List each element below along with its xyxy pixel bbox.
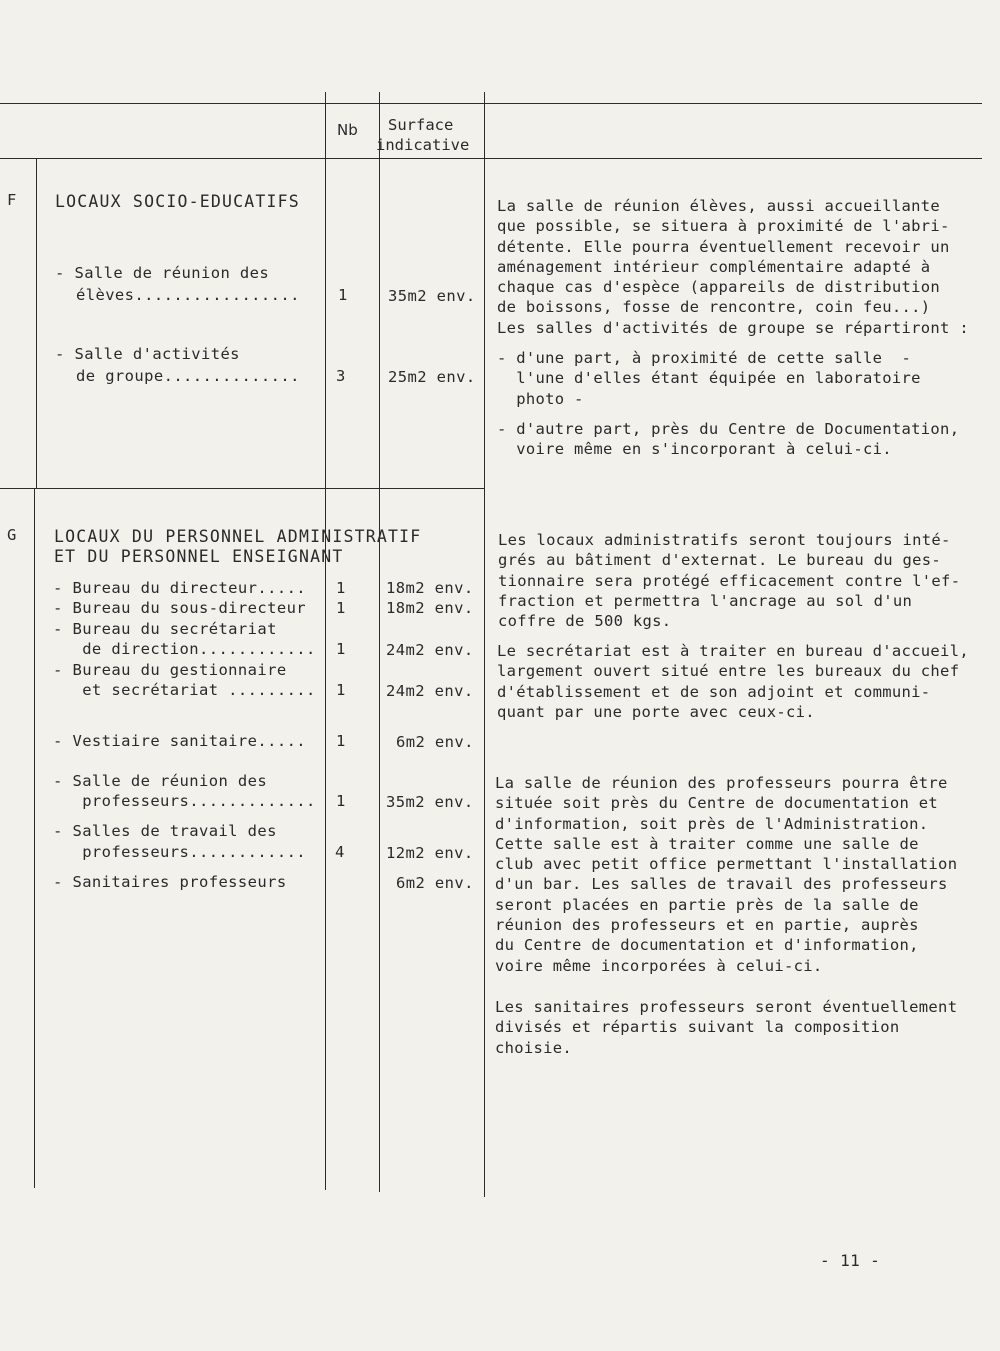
section-g-letter: G (7, 526, 17, 544)
page-number: - 11 - (820, 1251, 881, 1270)
section-g-item-nb: 1 (336, 792, 346, 810)
section-g-item-label: - Bureau du gestionnaire (53, 661, 287, 679)
section-g-item-label: et secrétariat ......... (53, 681, 316, 699)
header-surface-line1: Surface (388, 116, 454, 134)
section-g-title-line1: LOCAUX DU PERSONNEL ADMINISTRATIF (54, 527, 422, 546)
bullet-line: voire même en s'incorporant à celui-ci. (497, 440, 892, 459)
section-f-item2-surface: 25m2 env. (388, 368, 476, 386)
section-g-item-surface: 24m2 env. (386, 641, 474, 659)
section-g-item-nb: 1 (336, 732, 346, 750)
section-g-note-line: fraction et permettra l'ancrage au sol d'un (498, 591, 913, 610)
section-g-item-nb: 1 (336, 681, 346, 699)
section-g-item-label: - Bureau du sous-directeur (53, 599, 307, 617)
section-f-notes (497, 196, 969, 338)
section-f-note-line: Les salles d'activités de groupe se répartiront : (497, 318, 969, 337)
section-g-item-label: - Sanitaires professeurs (53, 873, 287, 891)
section-g-note-line: quant par une porte avec ceux-ci. (497, 702, 815, 721)
section-g-note-line: coffre de 500 kgs. (498, 612, 672, 631)
section-g-notes-3 (495, 773, 957, 976)
section-g-note-line: choisie. (495, 1038, 573, 1057)
column-divider-left (36, 158, 37, 488)
section-g-note-line: Les locaux administratifs seront toujours inté- (498, 531, 951, 549)
column-divider-left-lower (34, 488, 35, 1188)
section-g-item-label: professeurs............ (53, 843, 307, 861)
section-f-bullet-1 (497, 348, 921, 409)
section-g-note-line: divisés et répartis suivant la composition (495, 1018, 900, 1037)
bullet-line: photo - (497, 389, 584, 408)
section-f-item1-nb: 1 (338, 286, 348, 304)
section-g-title-line2: ET DU PERSONNEL ENSEIGNANT (54, 547, 344, 566)
section-g-item-label: - Bureau du directeur..... (53, 579, 307, 597)
section-g-note-line: tionnaire sera protégé efficacement contre l'ef- (498, 571, 961, 590)
section-g-note-line: Cette salle est à traiter comme une salle de (495, 834, 919, 853)
section-f-item2-line2: de groupe.............. (76, 367, 300, 385)
section-f-item1-line1: - Salle de réunion des (55, 264, 270, 282)
section-g-note-line: du Centre de documentation et d'information, (495, 936, 919, 955)
section-g-item-nb: 1 (336, 599, 346, 617)
section-g-item-surface: 18m2 env. (386, 599, 474, 617)
section-f-note-line: La salle de réunion élèves, aussi accueillante (497, 197, 941, 215)
section-f-note-line: de boissons, fosse de rencontre, coin feu...) (497, 298, 931, 317)
table-top-rule (0, 103, 982, 104)
section-f-note-line: aménagement intérieur complémentaire adapté à (497, 257, 931, 276)
section-g-item-surface: 18m2 env. (386, 579, 474, 597)
section-g-notes-2 (497, 641, 969, 722)
section-g-note-line: largement ouvert situé entre les bureaux du chef (497, 662, 960, 681)
section-g-item-surface: 6m2 env. (396, 733, 474, 751)
column-divider-nb (325, 92, 326, 1190)
section-g-note-line: réunion des professeurs et en partie, auprès (495, 916, 919, 935)
bullet-line: l'une d'elles étant équipée en laboratoire (497, 369, 921, 388)
section-g-item-label: - Salles de travail des (53, 822, 277, 840)
section-g-note-line: d'établissement et de son adjoint et communi- (497, 682, 931, 701)
bullet-line: - d'autre part, près du Centre de Documentation, (497, 420, 960, 438)
bullet-line: - d'une part, à proximité de cette salle - (497, 349, 912, 367)
section-f-bullet-2 (497, 419, 959, 460)
section-f-item1-surface: 35m2 env. (388, 287, 476, 305)
section-g-note-line: seront placées en partie près de la salle de (495, 895, 919, 914)
section-g-item-label: de direction............ (53, 640, 316, 658)
section-g-item-nb: 1 (336, 579, 346, 597)
section-g-item-nb: 4 (335, 843, 345, 861)
section-g-note-line: grés au bâtiment d'externat. Le bureau du ges- (498, 551, 942, 570)
section-g-note-line: située soit près du Centre de documentation et (495, 794, 939, 813)
header-surface-line2: indicative (376, 136, 470, 154)
section-g-item-surface: 35m2 env. (386, 793, 474, 811)
section-g-note-line: d'information, soit près de l'Administration. (495, 814, 929, 833)
section-g-note-line: club avec petit office permettant l'installation (495, 855, 958, 874)
section-f-title: LOCAUX SOCIO-EDUCATIFS (55, 192, 300, 211)
column-divider-surface (379, 92, 380, 1192)
section-g-note-line: Le secrétariat est à traiter en bureau d'accueil, (497, 642, 969, 660)
section-g-item-label: - Salle de réunion des (53, 772, 268, 790)
section-f-item1-line2: élèves................. (76, 286, 300, 304)
section-g-item-surface: 24m2 env. (386, 682, 474, 700)
section-g-item-label: professeurs............. (53, 792, 316, 810)
section-f-note-line: détente. Elle pourra éventuellement recevoir un (497, 237, 950, 256)
header-bottom-rule (0, 158, 982, 159)
header-nb: Nb (337, 121, 358, 139)
section-g-note-line: La salle de réunion des professeurs pourra être (495, 774, 948, 792)
section-g-note-line: voire même incorporées à celui-ci. (495, 956, 823, 975)
section-g-note-line: Les sanitaires professeurs seront éventuellement (495, 998, 958, 1016)
section-f-note-line: chaque cas d'espèce (appareils de distribution (497, 278, 941, 297)
section-divider-rule (0, 488, 484, 489)
section-f-item2-nb: 3 (336, 367, 346, 385)
section-f-note-line: que possible, se situera à proximité de l'abri- (497, 217, 950, 236)
section-g-notes-1 (498, 530, 960, 631)
section-g-item-nb: 1 (336, 640, 346, 658)
section-g-note-line: d'un bar. Les salles de travail des professeurs (495, 875, 948, 894)
section-g-item-surface: 12m2 env. (386, 844, 474, 862)
column-divider-notes (484, 92, 485, 1197)
section-f-item2-line1: - Salle d'activités (55, 345, 240, 363)
section-g-item-label: - Vestiaire sanitaire..... (53, 732, 307, 750)
section-g-notes-4 (495, 997, 957, 1058)
section-g-item-surface: 6m2 env. (396, 874, 474, 892)
section-f-letter: F (7, 191, 17, 209)
section-g-item-label: - Bureau du secrétariat (53, 620, 277, 638)
